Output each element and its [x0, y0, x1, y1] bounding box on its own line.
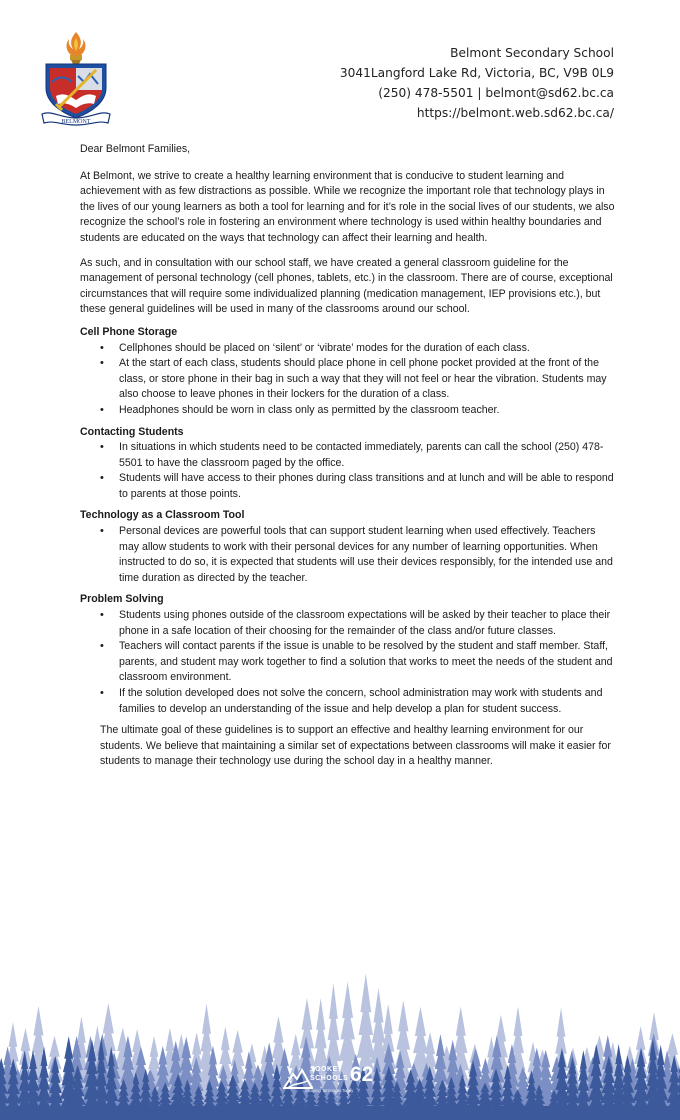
section-heading: Problem Solving: [80, 593, 164, 606]
intro-paragraph: At Belmont, we strive to create a healthy learning environment that is conducive to student learning and achievement with as few distractions as possible. While we recognize the important role that technology plays in the lives of our young learners as both a tool for learning and for it’s role in the social lives of our students, we also recognize the school’s role in fostering an environment where technology is used within healthy boundaries and students are educated on the ways that technology can affect their learning and health.: [80, 169, 615, 244]
logo-tagline: Shaping Tomorrow Today: [305, 1088, 354, 1093]
sooke-schools-logo: [283, 1062, 398, 1100]
section-contacting-students: [80, 425, 618, 503]
school-contact: (250) 478-5501 | belmont@sd62.bc.ca: [378, 86, 614, 100]
school-website[interactable]: https://belmont.web.sd62.bc.ca/: [416, 106, 614, 120]
list-item: • If the solution developed does not solve the concern, school administration may work with students and families to develop an understanding of the issue and help develop a plan for student success.: [119, 686, 618, 717]
section-technology-tool: [80, 508, 618, 586]
letter-body: [80, 142, 618, 770]
logo-line1: SOOKE: [310, 1066, 338, 1073]
bullet-list: [80, 440, 618, 502]
school-header: [340, 43, 614, 123]
list-item: • Headphones should be worn in class only as permitted by the classroom teacher.: [119, 403, 618, 419]
bullet-list: [80, 341, 618, 419]
list-item: • Students using phones outside of the classroom expectations will be asked by their teacher to place their phone in a safe location of their choosing for the remainder of the class and/or future classes.: [119, 608, 618, 639]
mountain-icon: [283, 1064, 313, 1090]
logo-line2: SCHOOLS: [310, 1075, 349, 1082]
crest-banner-text: BELMONT: [61, 119, 91, 125]
list-item: • At the start of each class, students should place phone in cell phone pocket provided at the front of the class, or store phone in their bag in such a way that they will not feel or hear the vibration. Students may also choose to leave phones in their lockers for the duration of a class.: [119, 356, 618, 403]
section-problem-solving: [80, 592, 618, 717]
list-item: • Personal devices are powerful tools that can support student learning when used effectively. Teachers may allow students to work with their personal devices for any number of learning opportunities. When instructed to do so, it is expected that students will use their devices responsibly, for the intended use and time duration as directed by the teacher.: [119, 524, 618, 586]
closing-paragraph: The ultimate goal of these guidelines is to support an effective and healthy learning environment for our students. We believe that maintaining a similar set of expectations between classrooms will make it easier for students to manage their technology use during the school day in a healthy manner.: [100, 724, 611, 768]
school-address: 3041Langford Lake Rd, Victoria, BC, V9B 0L9: [339, 66, 614, 80]
list-item: • Teachers will contact parents if the issue is unable to be resolved by the student and staff member. Staff, parents, and student may work together to find a solution that works to meet the needs of the student and classroom environment.: [119, 639, 618, 686]
section-heading: Contacting Students: [80, 425, 184, 438]
policy-paragraph: As such, and in consultation with our school staff, we have created a general classroom guideline for the management of personal technology (cell phones, tablets, etc.) in the classroom. There are of course, exceptional circumstances that will require some individualized planning (medication management, IEP provisions etc.), but these general guidelines will be used in many of the classrooms around our school.: [80, 256, 613, 316]
list-item: • Students will have access to their phones during class transitions and at lunch and will be able to respond to parents at those points.: [119, 471, 618, 502]
section-cell-phone-storage: [80, 325, 618, 419]
school-name: Belmont Secondary School: [450, 46, 614, 60]
belmont-crest-logo: [38, 30, 114, 126]
salutation: Dear Belmont Families,: [80, 143, 191, 155]
section-heading: Technology as a Classroom Tool: [80, 509, 245, 522]
section-heading: Cell Phone Storage: [80, 325, 178, 338]
list-item: • In situations in which students need to be contacted immediately, parents can call the school (250) 478-5501 to have the classroom paged by the office.: [119, 440, 618, 471]
list-item: • Cellphones should be placed on ‘silent’ or ‘vibrate’ modes for the duration of each class.: [119, 341, 618, 357]
bullet-list: [80, 524, 618, 586]
logo-number: 62: [350, 1063, 374, 1086]
bullet-list: [80, 608, 618, 717]
